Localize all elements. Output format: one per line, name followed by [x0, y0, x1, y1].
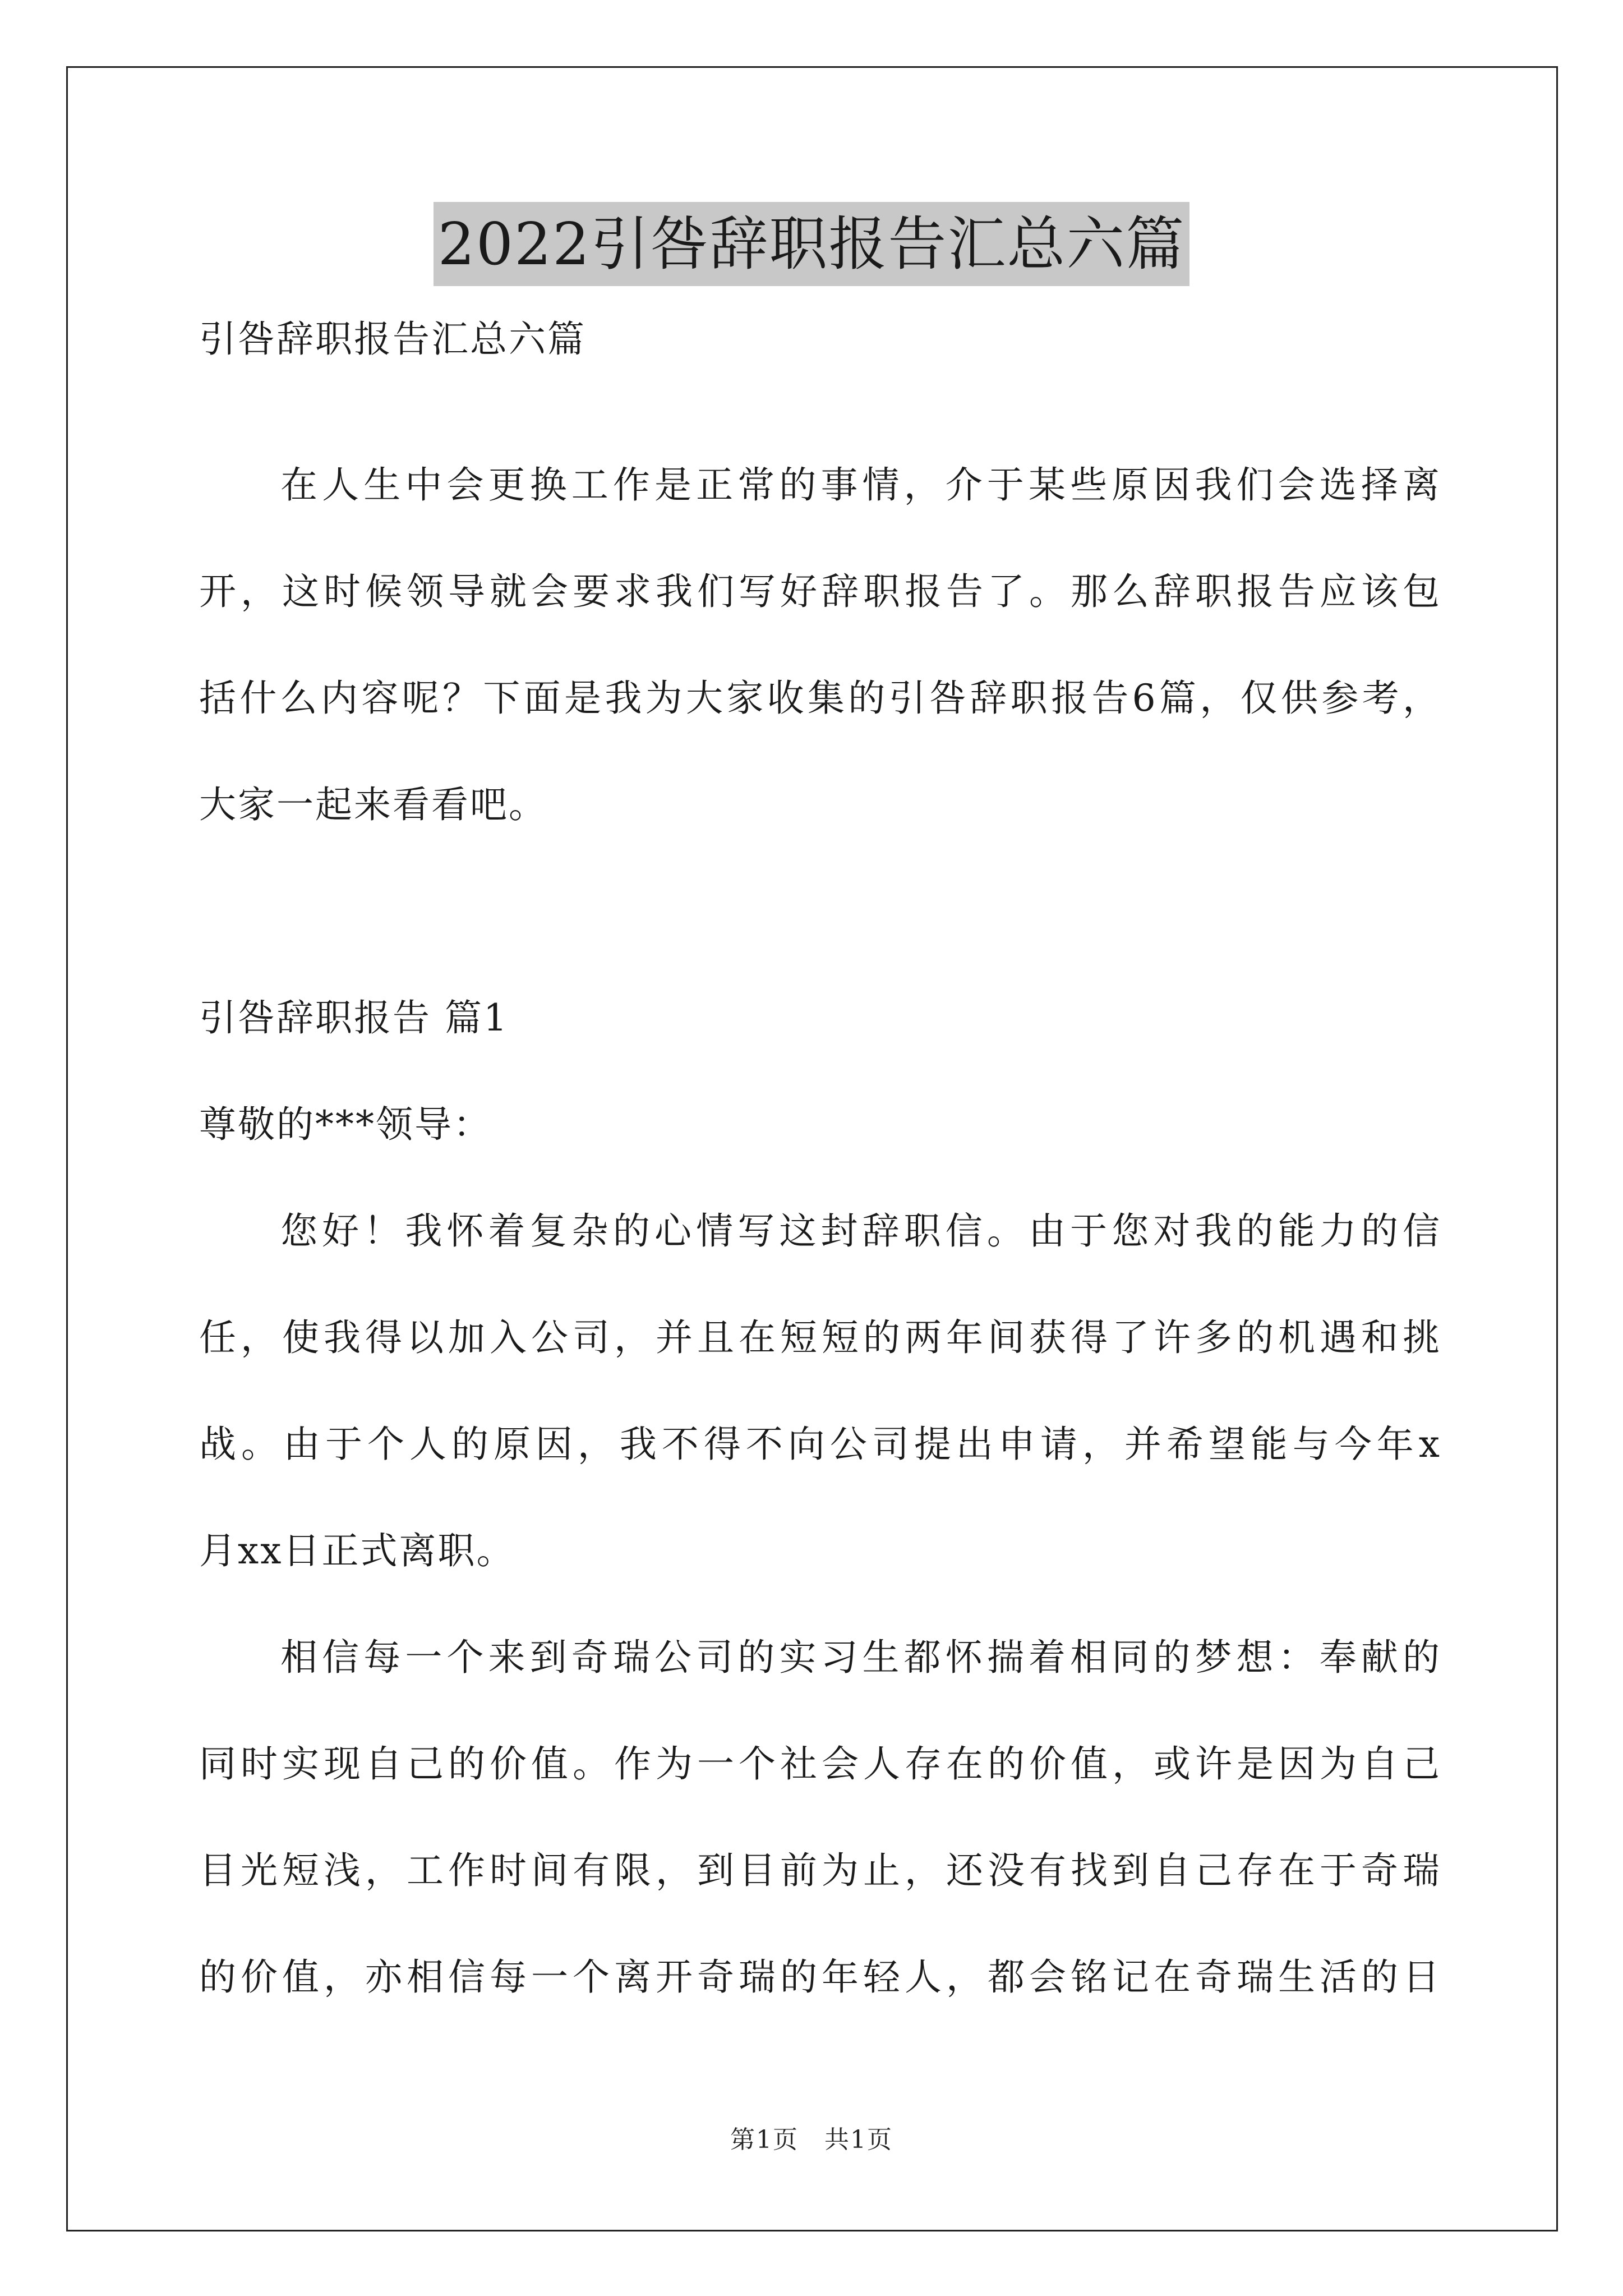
section-heading: 引咎辞职报告 篇1	[199, 996, 509, 1039]
intro-line: 开，这时候领导就会要求我们写好辞职报告了。那么辞职报告应该包	[199, 570, 1441, 613]
title-container	[0, 202, 1623, 286]
body-line: 相信每一个来到奇瑞公司的实习生都怀揣着相同的梦想：奉献的	[280, 1636, 1441, 1679]
body-line: 任，使我得以加入公司，并且在短短的两年间获得了许多的机遇和挑	[199, 1316, 1441, 1359]
document-title: 2022引咎辞职报告汇总六篇	[434, 202, 1190, 286]
page-footer: 第1页 共1页	[730, 2125, 893, 2154]
subtitle: 引咎辞职报告汇总六篇	[199, 318, 586, 361]
body-line: 的价值，亦相信每一个离开奇瑞的年轻人，都会铭记在奇瑞生活的日	[199, 1955, 1441, 1999]
body-line: 月xx日正式离职。	[199, 1529, 515, 1572]
body-line: 战。由于个人的原因，我不得不向公司提出申请，并希望能与今年x	[199, 1423, 1441, 1466]
intro-line: 括什么内容呢？下面是我为大家收集的引咎辞职报告6篇，仅供参考，	[199, 677, 1441, 720]
body-line: 您好！我怀着复杂的心情写这封辞职信。由于您对我的能力的信	[280, 1209, 1441, 1253]
intro-line: 大家一起来看看吧。	[199, 783, 547, 826]
salutation: 尊敬的***领导：	[199, 1103, 492, 1146]
intro-line: 在人生中会更换工作是正常的事情，介于某些原因我们会选择离	[280, 463, 1441, 507]
body-line: 同时实现自己的价值。作为一个社会人存在的价值，或许是因为自己	[199, 1742, 1441, 1786]
body-line: 目光短浅，工作时间有限，到目前为止，还没有找到自己存在于奇瑞	[199, 1849, 1441, 1892]
